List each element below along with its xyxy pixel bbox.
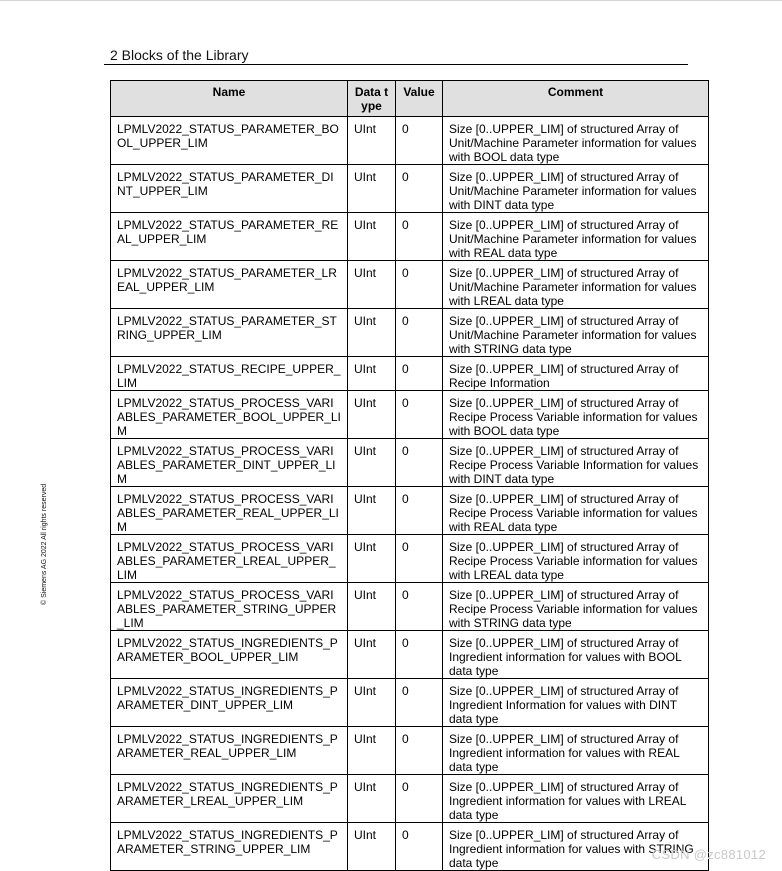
- cell-value: 0: [396, 823, 443, 871]
- table-row: [111, 213, 709, 261]
- cell-value: 0: [396, 357, 443, 391]
- cell-name: LPMLV2022_STATUS_PARAMETER_DINT_UPPER_LIM: [111, 165, 348, 213]
- cell-name: LPMLV2022_STATUS_INGREDIENTS_PARAMETER_DINT_UPPER_LIM: [111, 679, 348, 727]
- column-header-data-type: Data type: [348, 81, 396, 117]
- cell-data-type: UInt: [348, 535, 396, 583]
- cell-data-type: UInt: [348, 583, 396, 631]
- cell-name: LPMLV2022_STATUS_PROCESS_VARIABLES_PARAMETER_BOOL_UPPER_LIM: [111, 391, 348, 439]
- cell-data-type: UInt: [348, 261, 396, 309]
- page-top-border: [0, 0, 782, 1]
- cell-comment: Size [0..UPPER_LIM] of structured Array of Unit/Machine Parameter information for values with REAL data type: [443, 213, 709, 261]
- cell-name: LPMLV2022_STATUS_PARAMETER_STRING_UPPER_LIM: [111, 309, 348, 357]
- column-header-value: Value: [396, 81, 443, 117]
- cell-value: 0: [396, 117, 443, 165]
- cell-data-type: UInt: [348, 679, 396, 727]
- table-row: [111, 679, 709, 727]
- cell-name: LPMLV2022_STATUS_INGREDIENTS_PARAMETER_BOOL_UPPER_LIM: [111, 631, 348, 679]
- cell-data-type: UInt: [348, 309, 396, 357]
- cell-comment: Size [0..UPPER_LIM] of structured Array of Recipe Process Variable Information for values with DINT data type: [443, 439, 709, 487]
- cell-name: LPMLV2022_STATUS_INGREDIENTS_PARAMETER_REAL_UPPER_LIM: [111, 727, 348, 775]
- cell-data-type: UInt: [348, 439, 396, 487]
- table-body: [111, 117, 709, 871]
- cell-value: 0: [396, 165, 443, 213]
- table-row: [111, 727, 709, 775]
- cell-comment: Size [0..UPPER_LIM] of structured Array of Recipe Process Variable information for values with BOOL data type: [443, 391, 709, 439]
- cell-name: LPMLV2022_STATUS_PROCESS_VARIABLES_PARAMETER_DINT_UPPER_LIM: [111, 439, 348, 487]
- cell-value: 0: [396, 213, 443, 261]
- cell-name: LPMLV2022_STATUS_PARAMETER_BOOL_UPPER_LIM: [111, 117, 348, 165]
- table-row: [111, 391, 709, 439]
- table-row: [111, 309, 709, 357]
- table-row: [111, 165, 709, 213]
- page-header-title: 2 Blocks of the Library: [110, 47, 249, 63]
- table-row: [111, 439, 709, 487]
- cell-comment: Size [0..UPPER_LIM] of structured Array of Ingredient Information for values with DINT data type: [443, 679, 709, 727]
- cell-data-type: UInt: [348, 117, 396, 165]
- table-row: [111, 775, 709, 823]
- cell-name: LPMLV2022_STATUS_PROCESS_VARIABLES_PARAMETER_LREAL_UPPER_LIM: [111, 535, 348, 583]
- cell-value: 0: [396, 631, 443, 679]
- cell-name: LPMLV2022_STATUS_RECIPE_UPPER_LIM: [111, 357, 348, 391]
- cell-data-type: UInt: [348, 631, 396, 679]
- cell-value: 0: [396, 487, 443, 535]
- cell-comment: Size [0..UPPER_LIM] of structured Array of Unit/Machine Parameter information for values with DINT data type: [443, 165, 709, 213]
- cell-comment: Size [0..UPPER_LIM] of structured Array of Ingredient information for values with LREAL data type: [443, 775, 709, 823]
- table-header-row: [111, 81, 709, 117]
- table-row: [111, 583, 709, 631]
- cell-comment: Size [0..UPPER_LIM] of structured Array of Recipe Process Variable information for values with REAL data type: [443, 487, 709, 535]
- column-header-comment: Comment: [443, 81, 709, 117]
- cell-value: 0: [396, 727, 443, 775]
- cell-data-type: UInt: [348, 165, 396, 213]
- table-row: [111, 631, 709, 679]
- header-divider: [104, 64, 688, 65]
- cell-value: 0: [396, 261, 443, 309]
- cell-value: 0: [396, 775, 443, 823]
- cell-comment: Size [0..UPPER_LIM] of structured Array of Unit/Machine Parameter information for values with LREAL data type: [443, 261, 709, 309]
- cell-value: 0: [396, 391, 443, 439]
- cell-value: 0: [396, 439, 443, 487]
- table-row: [111, 117, 709, 165]
- cell-data-type: UInt: [348, 213, 396, 261]
- cell-comment: Size [0..UPPER_LIM] of structured Array of Recipe Process Variable information for values with STRING data type: [443, 583, 709, 631]
- table-row: [111, 535, 709, 583]
- parameters-table: [110, 80, 709, 871]
- cell-data-type: UInt: [348, 775, 396, 823]
- cell-comment: Size [0..UPPER_LIM] of structured Array of Recipe Process Variable information for values with LREAL data type: [443, 535, 709, 583]
- cell-name: LPMLV2022_STATUS_INGREDIENTS_PARAMETER_STRING_UPPER_LIM: [111, 823, 348, 871]
- cell-value: 0: [396, 679, 443, 727]
- table-row: [111, 487, 709, 535]
- cell-name: LPMLV2022_STATUS_PROCESS_VARIABLES_PARAMETER_REAL_UPPER_LIM: [111, 487, 348, 535]
- cell-name: LPMLV2022_STATUS_PARAMETER_LREAL_UPPER_LIM: [111, 261, 348, 309]
- cell-data-type: UInt: [348, 487, 396, 535]
- table-row: [111, 823, 709, 871]
- table-row: [111, 357, 709, 391]
- cell-data-type: UInt: [348, 391, 396, 439]
- cell-data-type: UInt: [348, 727, 396, 775]
- cell-value: 0: [396, 535, 443, 583]
- watermark-text: CSDN @zc881012: [651, 847, 766, 862]
- cell-data-type: UInt: [348, 823, 396, 871]
- cell-name: LPMLV2022_STATUS_INGREDIENTS_PARAMETER_LREAL_UPPER_LIM: [111, 775, 348, 823]
- cell-comment: Size [0..UPPER_LIM] of structured Array of Ingredient information for values with REAL data type: [443, 727, 709, 775]
- cell-comment: Size [0..UPPER_LIM] of structured Array of Unit/Machine Parameter information for values with BOOL data type: [443, 117, 709, 165]
- cell-name: LPMLV2022_STATUS_PROCESS_VARIABLES_PARAMETER_STRING_UPPER_LIM: [111, 583, 348, 631]
- cell-value: 0: [396, 583, 443, 631]
- table-row: [111, 261, 709, 309]
- cell-name: LPMLV2022_STATUS_PARAMETER_REAL_UPPER_LIM: [111, 213, 348, 261]
- cell-comment: Size [0..UPPER_LIM] of structured Array of Recipe Information: [443, 357, 709, 391]
- cell-data-type: UInt: [348, 357, 396, 391]
- column-header-name: Name: [111, 81, 348, 117]
- cell-comment: Size [0..UPPER_LIM] of structured Array of Ingredient information for values with STRING data type: [443, 823, 709, 871]
- cell-value: 0: [396, 309, 443, 357]
- copyright-note: © Siemens AG 2022 All rights reserved: [41, 483, 48, 605]
- cell-comment: Size [0..UPPER_LIM] of structured Array of Unit/Machine Parameter information for values with STRING data type: [443, 309, 709, 357]
- cell-comment: Size [0..UPPER_LIM] of structured Array of Ingredient information for values with BOOL data type: [443, 631, 709, 679]
